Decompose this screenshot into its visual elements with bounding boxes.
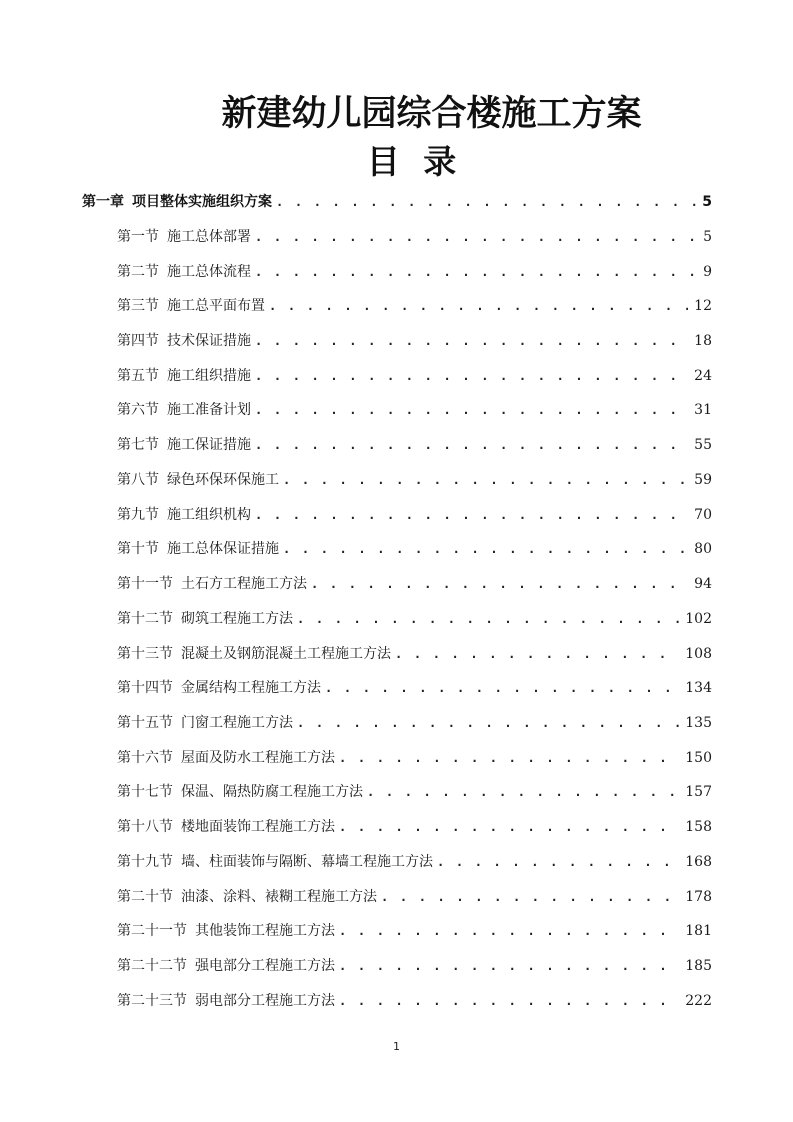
- dot-leader: [283, 468, 688, 492]
- toc-entry-number: 第九节: [117, 507, 159, 523]
- toc-section-entry[interactable]: [117, 329, 712, 353]
- toc-section-entry[interactable]: [117, 989, 712, 1013]
- dot-leader: [276, 190, 696, 214]
- dot-leader: [297, 711, 679, 735]
- toc-heading: 目 录: [366, 142, 457, 181]
- toc-entry-title: 保温、隔热防腐工程施工方法: [181, 784, 363, 800]
- dot-leader: [311, 572, 688, 596]
- toc-entry-title: 施工总体部署: [167, 229, 251, 245]
- toc-entry-page: 222: [685, 993, 712, 1009]
- toc-entry-number: 第一节: [117, 229, 159, 245]
- toc-entry-number: 第二十二节: [117, 958, 187, 974]
- dot-leader: [325, 676, 679, 700]
- toc-entry-number: 第十三节: [117, 646, 173, 662]
- dot-leader: [339, 746, 679, 770]
- toc-section-entry[interactable]: [117, 572, 712, 596]
- dot-leader: [255, 433, 688, 457]
- toc-entry-title: 金属结构工程施工方法: [181, 680, 321, 696]
- toc-entry-number: 第十九节: [117, 854, 173, 870]
- toc-entry-number: 第十一节: [117, 576, 173, 592]
- dot-leader: [367, 780, 679, 804]
- toc-entry-page: 135: [685, 715, 712, 731]
- toc-entry-title: 屋面及防水工程施工方法: [181, 750, 335, 766]
- toc-entry-title: 施工组织措施: [167, 368, 251, 384]
- toc-entry-title: 土石方工程施工方法: [181, 576, 307, 592]
- toc-section-entry[interactable]: [117, 433, 712, 457]
- toc-entry-number: 第十节: [117, 541, 159, 557]
- toc-entry-number: 第二十一节: [117, 923, 187, 939]
- toc-section-entry[interactable]: [117, 885, 712, 909]
- toc-entry-title: 强电部分工程施工方法: [195, 958, 335, 974]
- toc-entry-title: 楼地面装饰工程施工方法: [181, 819, 335, 835]
- toc-entry-page: 181: [685, 923, 712, 939]
- toc-entry-number: 第三节: [117, 298, 159, 314]
- toc-entry-title: 施工总平面布置: [167, 298, 265, 314]
- toc-entry-title: 施工总体流程: [167, 264, 251, 280]
- dot-leader: [395, 642, 679, 666]
- toc-section-entry[interactable]: [117, 711, 712, 735]
- toc-entry-number: 第十八节: [117, 819, 173, 835]
- dot-leader: [339, 815, 679, 839]
- toc-entry-title: 项目整体实施组织方案: [132, 194, 272, 210]
- toc-section-entry[interactable]: [117, 503, 712, 527]
- toc-entry-title: 墙、柱面装饰与隔断、幕墙工程施工方法: [181, 854, 433, 870]
- toc-entry-page: 18: [694, 333, 712, 349]
- dot-leader: [255, 260, 696, 284]
- toc-entry-page: 134: [685, 680, 712, 696]
- toc-entry-number: 第十六节: [117, 750, 173, 766]
- toc-entry-title: 砌筑工程施工方法: [181, 611, 293, 627]
- toc-entry-title: 施工总体保证措施: [167, 541, 279, 557]
- toc-section-entry[interactable]: [117, 364, 712, 388]
- toc-section-entry[interactable]: [117, 225, 712, 249]
- toc-entry-title: 绿色环保环保施工: [167, 472, 279, 488]
- dot-leader: [297, 607, 679, 631]
- toc-entry-number: 第四节: [117, 333, 159, 349]
- toc-section-entry[interactable]: [117, 676, 712, 700]
- toc-section-entry[interactable]: [117, 294, 712, 318]
- toc-section-entry[interactable]: [117, 780, 712, 804]
- toc-entry-page: 5: [703, 229, 712, 245]
- toc-chapter-entry[interactable]: [82, 190, 712, 214]
- toc-entry-page: 158: [685, 819, 712, 835]
- toc-entry-page: 55: [694, 437, 712, 453]
- dot-leader: [269, 294, 688, 318]
- toc-entry-page: 70: [694, 507, 712, 523]
- toc-section-entry[interactable]: [117, 398, 712, 422]
- toc-entry-number: 第二十节: [117, 889, 173, 905]
- toc-section-entry[interactable]: [117, 919, 712, 943]
- dot-leader: [255, 398, 688, 422]
- toc-entry-title: 弱电部分工程施工方法: [195, 993, 335, 1009]
- toc-entry-title: 施工保证措施: [167, 437, 251, 453]
- toc-entry-number: 第十五节: [117, 715, 173, 731]
- toc-entry-number: 第十四节: [117, 680, 173, 696]
- toc-entry-page: 9: [703, 264, 712, 280]
- toc-entry-page: 150: [685, 750, 712, 766]
- document-title: 新建幼儿园综合楼施工方案: [221, 94, 642, 134]
- toc-entry-page: 80: [694, 541, 712, 557]
- dot-leader: [255, 225, 696, 249]
- toc-entry-title: 油漆、涂料、裱糊工程施工方法: [181, 889, 377, 905]
- toc-entry-page: 59: [694, 472, 712, 488]
- toc-section-entry[interactable]: [117, 468, 712, 492]
- toc-entry-title: 施工组织机构: [167, 507, 251, 523]
- dot-leader: [255, 364, 688, 388]
- toc-entry-page: 24: [694, 368, 712, 384]
- toc-entry-page: 108: [685, 646, 712, 662]
- toc-section-entry[interactable]: [117, 815, 712, 839]
- toc-entry-number: 第十七节: [117, 784, 173, 800]
- toc-entry-page: 168: [685, 854, 712, 870]
- dot-leader: [283, 537, 688, 561]
- dot-leader: [255, 329, 688, 353]
- toc-entry-page: 185: [685, 958, 712, 974]
- toc-entry-title: 技术保证措施: [167, 333, 251, 349]
- toc-entry-number: 第十二节: [117, 611, 173, 627]
- toc-entry-page: 12: [694, 298, 712, 314]
- toc-entry-page: 157: [685, 784, 712, 800]
- dot-leader: [339, 954, 679, 978]
- dot-leader: [437, 850, 679, 874]
- toc-entry-number: 第二节: [117, 264, 159, 280]
- toc-entry-number: 第一章: [82, 194, 124, 210]
- toc-section-entry[interactable]: [117, 746, 712, 770]
- toc-entry-page: 102: [685, 611, 712, 627]
- toc-entry-title: 混凝土及钢筋混凝土工程施工方法: [181, 646, 391, 662]
- toc-section-entry[interactable]: [117, 607, 712, 631]
- toc-entry-title: 门窗工程施工方法: [181, 715, 293, 731]
- dot-leader: [381, 885, 679, 909]
- toc-section-entry[interactable]: [117, 537, 712, 561]
- toc-entry-number: 第八节: [117, 472, 159, 488]
- toc-entry-number: 第二十三节: [117, 993, 187, 1009]
- toc-entry-number: 第七节: [117, 437, 159, 453]
- dot-leader: [339, 989, 679, 1013]
- toc-entry-title: 其他装饰工程施工方法: [195, 923, 335, 939]
- toc-entry-number: 第五节: [117, 368, 159, 384]
- toc-entry-page: 5: [702, 194, 712, 210]
- toc-section-entry[interactable]: [117, 642, 712, 666]
- toc-section-entry[interactable]: [117, 260, 712, 284]
- page-number: 1: [393, 1040, 400, 1053]
- toc-section-entry[interactable]: [117, 954, 712, 978]
- toc-entry-title: 施工准备计划: [167, 402, 251, 418]
- toc-entry-page: 94: [694, 576, 712, 592]
- toc-entry-page: 178: [685, 889, 712, 905]
- dot-leader: [255, 503, 688, 527]
- toc-entry-number: 第六节: [117, 402, 159, 418]
- toc-entry-page: 31: [694, 402, 712, 418]
- toc-section-entry[interactable]: [117, 850, 712, 874]
- dot-leader: [339, 919, 679, 943]
